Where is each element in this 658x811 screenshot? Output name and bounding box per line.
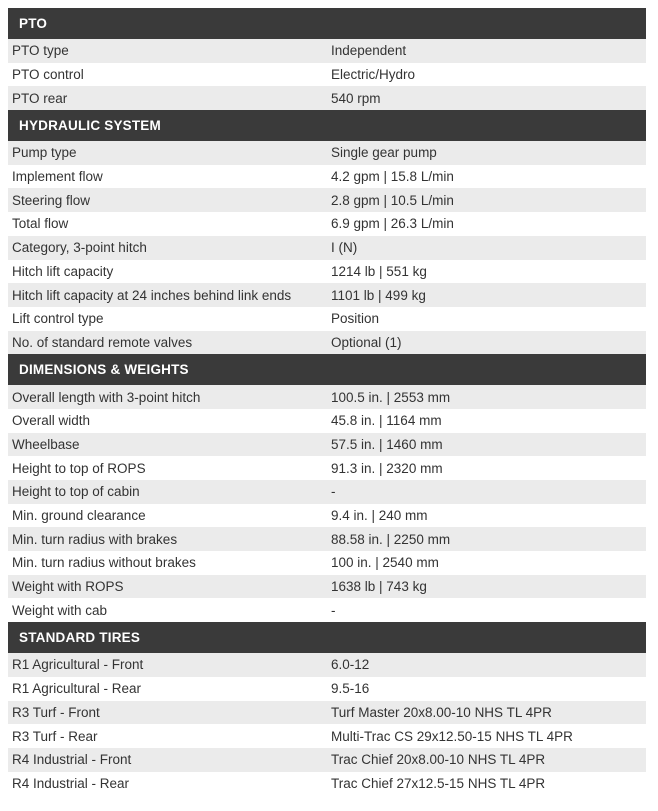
spec-row: [8, 188, 646, 212]
spec-label: Category, 3-point hitch: [12, 240, 147, 256]
spec-value: Electric/Hydro: [331, 67, 416, 83]
spec-value: Optional (1): [331, 334, 402, 350]
section-title: HYDRAULIC SYSTEM: [19, 118, 161, 134]
spec-value: 540 rpm: [331, 90, 381, 106]
spec-value: 57.5 in. | 1460 mm: [331, 436, 443, 452]
spec-value: Trac Chief 27x12.5-15 NHS TL 4PR: [331, 775, 546, 791]
section-header-hydraulic-system: [8, 110, 646, 141]
section-title: STANDARD TIRES: [19, 630, 141, 646]
section-rows-hydraulic-system: [8, 141, 646, 354]
spec-value: -: [331, 602, 336, 618]
spec-row: [8, 748, 646, 772]
section-rows-dimensions-weights: [8, 385, 646, 622]
spec-label: Height to top of cabin: [12, 484, 140, 500]
spec-label: Overall length with 3-point hitch: [12, 389, 201, 405]
spec-row: [8, 39, 646, 63]
spec-value: Position: [331, 311, 380, 327]
spec-label: R3 Turf - Rear: [12, 728, 98, 744]
spec-label: Min. turn radius without brakes: [12, 555, 196, 571]
spec-value: 100 in. | 2540 mm: [331, 555, 439, 571]
spec-value: Independent: [331, 43, 407, 59]
spec-row: [8, 260, 646, 284]
section-title: PTO: [19, 16, 48, 31]
spec-value: 9.5-16: [331, 681, 370, 697]
spec-value: 2.8 gpm | 10.5 L/min: [331, 192, 454, 208]
spec-row: [8, 409, 646, 433]
spec-row: [8, 141, 646, 165]
spec-label: R4 Industrial - Front: [12, 752, 132, 768]
spec-row: [8, 456, 646, 480]
spec-row: [8, 575, 646, 599]
section-header-pto: [8, 8, 646, 39]
spec-row: [8, 433, 646, 457]
spec-label: Hitch lift capacity: [12, 263, 114, 279]
spec-row: [8, 527, 646, 551]
spec-row: [8, 551, 646, 575]
spec-label: Hitch lift capacity at 24 inches behind link ends: [12, 287, 292, 303]
spec-row: [8, 724, 646, 748]
spec-row: [8, 236, 646, 260]
spec-row: [8, 653, 646, 677]
spec-row: [8, 307, 646, 331]
spec-row: [8, 165, 646, 189]
spec-label: Total flow: [12, 216, 69, 232]
spec-row: [8, 772, 646, 796]
spec-value: 9.4 in. | 240 mm: [331, 508, 428, 524]
spec-value: 1214 lb | 551 kg: [331, 263, 427, 279]
spec-label: Weight with ROPS: [12, 579, 124, 595]
spec-value: Single gear pump: [331, 145, 437, 161]
spec-value: 91.3 in. | 2320 mm: [331, 460, 443, 476]
spec-label: R1 Agricultural - Front: [12, 657, 144, 673]
section-title: DIMENSIONS & WEIGHTS: [19, 362, 189, 378]
spec-row: [8, 504, 646, 528]
spec-value: 1101 lb | 499 kg: [331, 287, 426, 303]
spec-value: 4.2 gpm | 15.8 L/min: [331, 169, 454, 185]
spec-value: 1638 lb | 743 kg: [331, 579, 427, 595]
spec-label: Pump type: [12, 145, 77, 161]
section-header-dimensions-weights: [8, 354, 646, 385]
spec-row: [8, 212, 646, 236]
section-rows-pto: [8, 39, 646, 110]
spec-label: PTO rear: [12, 90, 68, 106]
spec-value: 45.8 in. | 1164 mm: [331, 413, 442, 429]
spec-value: 6.9 gpm | 26.3 L/min: [331, 216, 454, 232]
spec-value: I (N): [331, 240, 358, 256]
spec-row: [8, 677, 646, 701]
spec-label: Wheelbase: [12, 436, 80, 452]
spec-label: Min. ground clearance: [12, 508, 146, 524]
section-header-standard-tires: [8, 622, 646, 653]
spec-label: R1 Agricultural - Rear: [12, 681, 142, 697]
spec-value: Multi-Trac CS 29x12.50-15 NHS TL 4PR: [331, 728, 573, 744]
spec-row: [8, 701, 646, 725]
spec-value: Turf Master 20x8.00-10 NHS TL 4PR: [331, 704, 552, 720]
spec-label: Implement flow: [12, 169, 103, 185]
spec-row: [8, 598, 646, 622]
spec-label: Height to top of ROPS: [12, 460, 146, 476]
spec-row: [8, 480, 646, 504]
spec-value: 88.58 in. | 2250 mm: [331, 531, 451, 547]
spec-label: PTO type: [12, 43, 69, 59]
spec-label: R4 Industrial - Rear: [12, 775, 130, 791]
spec-value: Trac Chief 20x8.00-10 NHS TL 4PR: [331, 752, 546, 768]
spec-label: Lift control type: [12, 311, 104, 327]
spec-row: [8, 86, 646, 110]
spec-label: Weight with cab: [12, 602, 108, 618]
spec-label: Min. turn radius with brakes: [12, 531, 178, 547]
spec-row: [8, 331, 646, 355]
spec-value: -: [331, 484, 336, 500]
section-rows-standard-tires: [8, 653, 646, 795]
spec-value: 100.5 in. | 2553 mm: [331, 389, 451, 405]
spec-label: R3 Turf - Front: [12, 704, 100, 720]
spec-label: No. of standard remote valves: [12, 334, 193, 350]
spec-row: [8, 63, 646, 87]
spec-label: PTO control: [12, 67, 84, 83]
spec-row: [8, 385, 646, 409]
spec-value: 6.0-12: [331, 657, 370, 673]
spec-row: [8, 283, 646, 307]
spec-label: Steering flow: [12, 192, 91, 208]
spec-label: Overall width: [12, 413, 91, 429]
spec-table: [8, 8, 646, 795]
